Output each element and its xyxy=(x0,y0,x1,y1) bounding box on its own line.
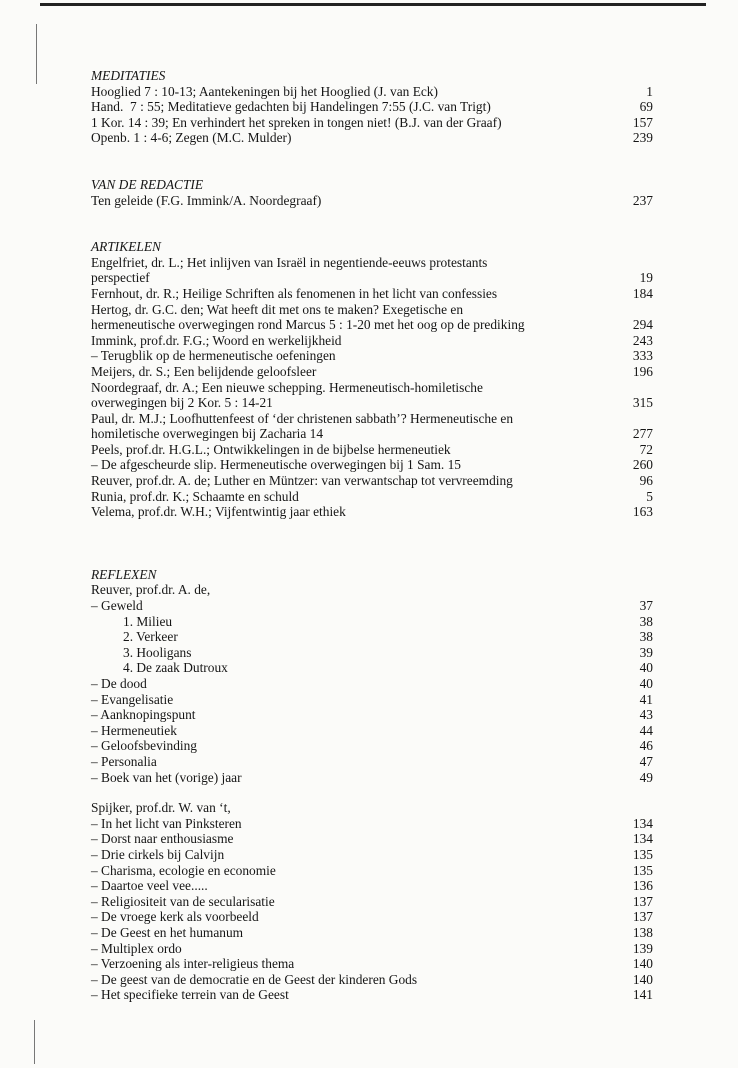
entry-page-number: 239 xyxy=(632,130,653,146)
entry-page-number: 39 xyxy=(639,644,653,660)
toc-entry xyxy=(91,504,653,520)
author-name: Reuver, prof.dr. A. de, xyxy=(91,582,211,598)
entry-title: 1. Milieu xyxy=(123,613,173,629)
section-heading: ARTIKELEN xyxy=(91,239,161,255)
toc-entry xyxy=(91,598,653,614)
entry-title: homiletische overwegingen bij Zacharia 14 xyxy=(91,426,324,442)
entry-title: Velema, prof.dr. W.H.; Vijfentwintig jaar ethiek xyxy=(91,504,346,520)
section-reflexen xyxy=(91,567,653,1003)
toc-entry xyxy=(91,738,653,754)
entry-title: – Religiositeit van de secularisatie xyxy=(91,893,275,909)
entry-page-number: 43 xyxy=(639,707,653,723)
entry-title: – Evangelisatie xyxy=(91,691,174,707)
entry-text-line: Paul, dr. M.J.; Loofhuttenfeest of ‘der christenen sabbath’? Hermeneutische en xyxy=(91,410,514,426)
entry-page-number: 41 xyxy=(639,691,653,707)
toc-entry xyxy=(91,723,653,739)
toc-entry xyxy=(91,333,653,349)
entry-list xyxy=(91,255,653,520)
entry-title: – Hermeneutiek xyxy=(91,722,177,738)
toc-entry xyxy=(91,457,653,473)
toc-entry xyxy=(91,130,653,146)
entry-title: Fernhout, dr. R.; Heilige Schriften als fenomenen in het licht van confessies xyxy=(91,285,498,301)
entry-title: – De dood xyxy=(91,676,147,691)
entry-title: Reuver, prof.dr. A. de; Luther en Müntzer: van verwantschap tot vervreemding xyxy=(91,473,513,489)
entry-page-number: 137 xyxy=(632,893,653,909)
entry-page-number: 72 xyxy=(639,441,653,457)
entry-page-number: 260 xyxy=(632,457,653,473)
entry-title: Peels, prof.dr. H.G.L.; Ontwikkelingen in de bijbelse hermeneutiek xyxy=(91,441,451,457)
entry-title: – De afgescheurde slip. Hermeneutische overwegingen bij 1 Sam. 15 xyxy=(91,457,461,473)
toc-entry xyxy=(91,193,653,209)
entry-page-number: 38 xyxy=(639,629,653,645)
toc-entry xyxy=(91,878,653,894)
entry-title: hermeneutische overwegingen rond Marcus 5 : 1-20 met het oog op de prediking xyxy=(91,317,525,333)
entry-title: – Verzoening als inter-religieus thema xyxy=(91,956,295,972)
entry-page-number: 69 xyxy=(639,99,653,115)
toc-entry xyxy=(91,894,653,910)
section-van-de-redactie xyxy=(91,177,653,208)
entry-page-number: 137 xyxy=(632,909,653,925)
toc-entry xyxy=(91,987,653,1003)
entry-page-number: 47 xyxy=(639,753,653,769)
toc-entry xyxy=(91,84,653,100)
toc-entry xyxy=(91,692,653,708)
section-meditaties xyxy=(91,68,653,146)
toc-entry xyxy=(91,395,653,411)
entry-title: – Drie cirkels bij Calvijn xyxy=(91,846,225,862)
section-heading: REFLEXEN xyxy=(91,566,157,582)
toc-entry xyxy=(91,286,653,302)
toc-entry xyxy=(91,816,653,832)
entry-page-number: 46 xyxy=(639,738,653,754)
toc-entry xyxy=(91,270,653,286)
entry-page-number: 294 xyxy=(632,317,653,333)
toc-entry xyxy=(91,99,653,115)
toc-entry xyxy=(91,676,653,692)
entry-page-number: 38 xyxy=(639,613,653,629)
entry-title: 4. De zaak Dutroux xyxy=(123,660,228,676)
toc-entry xyxy=(91,754,653,770)
entry-list xyxy=(91,84,653,146)
entry-title: Openb. 1 : 4-6; Zegen (M.C. Mulder) xyxy=(91,130,292,146)
entry-list xyxy=(91,193,653,209)
toc-entry xyxy=(91,909,653,925)
scan-edge-mark xyxy=(36,24,37,84)
entry-page-number: 134 xyxy=(632,831,653,847)
entry-page-number: 196 xyxy=(632,363,653,379)
toc-entry xyxy=(91,847,653,863)
toc-entry xyxy=(91,972,653,988)
entry-page-number: 135 xyxy=(632,862,653,878)
toc-entry xyxy=(91,956,653,972)
entry-title: – De vroege kerk als voorbeeld xyxy=(91,909,259,925)
toc-entry xyxy=(91,489,653,505)
table-of-contents xyxy=(91,68,653,1003)
entry-page-number: 140 xyxy=(632,956,653,972)
toc-entry xyxy=(91,348,653,364)
entry-title: – Het specifieke terrein van de Geest xyxy=(91,987,289,1003)
entry-title: – Dorst naar enthousiasme xyxy=(91,831,234,847)
toc-entry xyxy=(91,442,653,458)
entry-page-number: 135 xyxy=(632,846,653,862)
entry-title: Hooglied 7 : 10-13; Aantekeningen bij het Hooglied (J. van Eck) xyxy=(91,83,438,99)
entry-title: 3. Hooligans xyxy=(123,644,192,660)
entry-title: Ten geleide (F.G. Immink/A. Noordegraaf) xyxy=(91,192,322,208)
toc-entry xyxy=(91,660,653,676)
toc-entry xyxy=(91,863,653,879)
entry-title: perspectief xyxy=(91,270,150,286)
entry-title: – Personalia xyxy=(91,753,157,769)
entry-title: Meijers, dr. S.; Een belijdende geloofsleer xyxy=(91,363,317,379)
toc-entry xyxy=(91,614,653,630)
toc-entry xyxy=(91,473,653,489)
entry-title: overwegingen bij 2 Kor. 5 : 14-21 xyxy=(91,395,273,411)
section-artikelen xyxy=(91,239,653,520)
entry-title: – De Geest en het humanum xyxy=(91,924,244,940)
entry-text-line: Hertog, dr. G.C. den; Wat heeft dit met ons te maken? Exegetische en xyxy=(91,301,464,317)
entry-page-number: 243 xyxy=(632,332,653,348)
entry-title: – Geloofsbevinding xyxy=(91,738,197,754)
entry-page-number: 5 xyxy=(646,488,653,504)
entry-page-number: 37 xyxy=(639,598,653,614)
toc-entry xyxy=(91,364,653,380)
entry-text-line: Engelfriet, dr. L.; Het inlijven van Israël in negentiende-eeuws protestants xyxy=(91,254,488,270)
entry-page-number: 140 xyxy=(632,971,653,987)
entry-list xyxy=(91,816,653,1003)
entry-title: Immink, prof.dr. F.G.; Woord en werkelijkheid xyxy=(91,332,342,348)
toc-entry xyxy=(91,645,653,661)
section-heading: MEDITATIES xyxy=(91,68,166,83)
entry-title: – Multiplex ordo xyxy=(91,940,182,956)
toc-entry xyxy=(91,941,653,957)
entry-title: – In het licht van Pinksteren xyxy=(91,815,242,831)
entry-title: Hand. 7 : 55; Meditatieve gedachten bij Handelingen 7:55 (J.C. van Trigt) xyxy=(91,99,491,115)
entry-page-number: 237 xyxy=(632,192,653,208)
toc-entry xyxy=(91,707,653,723)
entry-page-number: 157 xyxy=(632,114,653,130)
entry-text-line: Noordegraaf, dr. A.; Een nieuwe schepping. Hermeneutisch-homiletische xyxy=(91,379,483,395)
entry-title: – Charisma, ecologie en economie xyxy=(91,862,276,878)
entry-title: 1 Kor. 14 : 39; En verhindert het spreken in tongen niet! (B.J. van der Graaf) xyxy=(91,114,502,130)
entry-page-number: 44 xyxy=(639,722,653,738)
entry-page-number: 138 xyxy=(632,924,653,940)
entry-page-number: 136 xyxy=(632,878,653,894)
entry-title: – De geest van de democratie en de Geest der kinderen Gods xyxy=(91,971,418,987)
entry-title: – Aanknopingspunt xyxy=(91,707,196,723)
entry-page-number: 141 xyxy=(632,987,653,1003)
entry-title: Runia, prof.dr. K.; Schaamte en schuld xyxy=(91,488,299,504)
entry-title: – Geweld xyxy=(91,598,143,614)
scan-edge-mark-lower xyxy=(34,1020,35,1064)
toc-entry xyxy=(91,115,653,131)
toc-entry xyxy=(91,831,653,847)
entry-page-number: 163 xyxy=(632,504,653,520)
entry-page-number: 277 xyxy=(632,426,653,442)
top-border-rule xyxy=(40,3,706,6)
entry-page-number: 1 xyxy=(646,83,653,99)
toc-entry xyxy=(91,925,653,941)
entry-title: – Boek van het (vorige) jaar xyxy=(91,769,242,785)
entry-title: 2. Verkeer xyxy=(123,629,178,645)
entry-page-number: 96 xyxy=(639,473,653,489)
toc-entry xyxy=(91,426,653,442)
entry-page-number: 333 xyxy=(632,348,653,364)
entry-title: – Daartoe veel vee..... xyxy=(91,878,208,894)
entry-list xyxy=(91,598,653,785)
entry-page-number: 134 xyxy=(632,815,653,831)
entry-title: – Terugblik op de hermeneutische oefeningen xyxy=(91,348,336,364)
entry-page-number: 19 xyxy=(639,270,653,286)
toc-entry xyxy=(91,317,653,333)
entry-page-number: 315 xyxy=(632,395,653,411)
toc-entry xyxy=(91,770,653,786)
entry-page-number: 40 xyxy=(639,676,653,691)
entry-page-number: 40 xyxy=(639,660,653,676)
toc-entry xyxy=(91,629,653,645)
entry-page-number: 184 xyxy=(632,285,653,301)
entry-page-number: 49 xyxy=(639,769,653,785)
entry-page-number: 139 xyxy=(632,940,653,956)
author-name: Spijker, prof.dr. W. van ‘t, xyxy=(91,800,231,816)
section-heading: VAN DE REDACTIE xyxy=(91,176,204,192)
